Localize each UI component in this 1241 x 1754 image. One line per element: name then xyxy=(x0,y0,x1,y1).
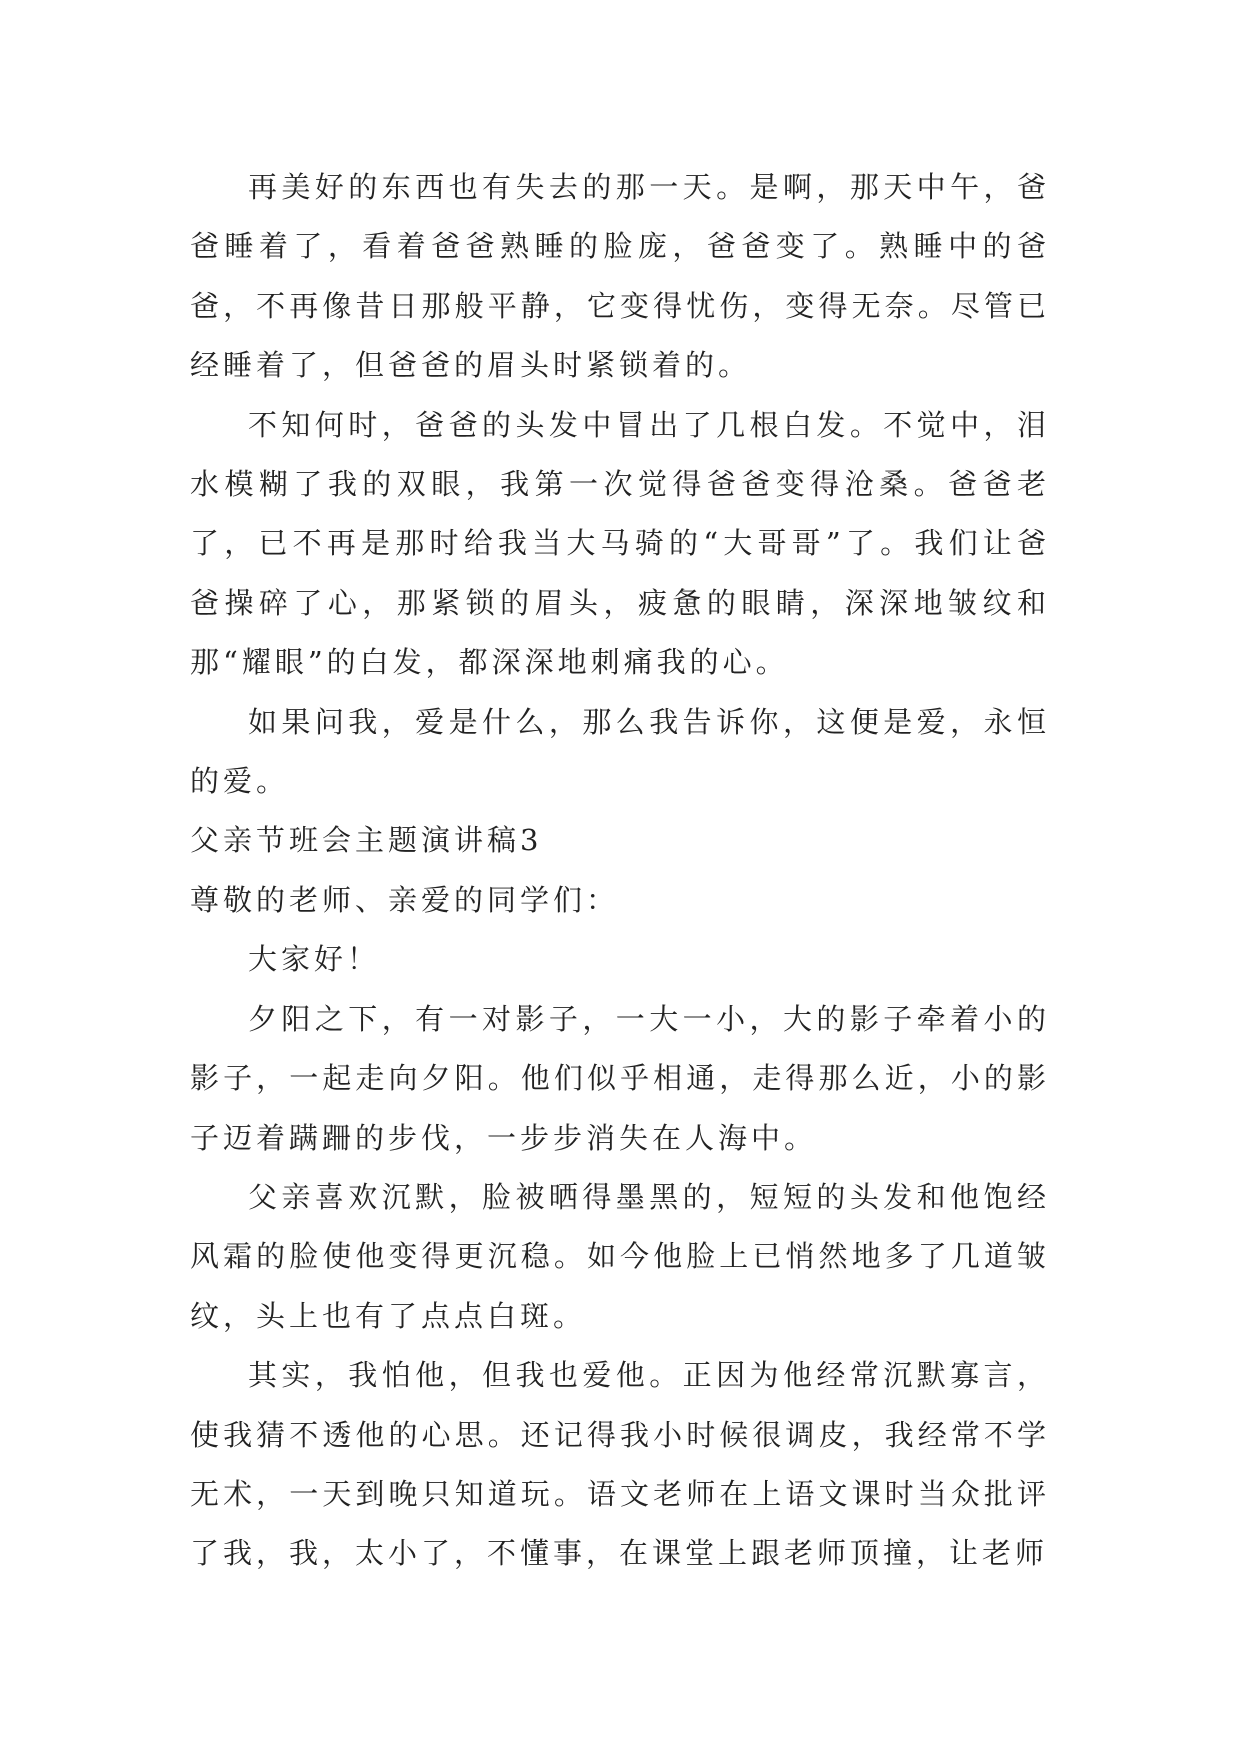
paragraph: 夕阳之下，有一对影子，一大一小，大的影子牵着小的影子，一起走向夕阳。他们似乎相通，走得那么近，小的影子迈着蹒跚的步伐，一步步消失在人海中。 xyxy=(190,1001,1050,1155)
paragraph: 如果问我，爱是什么，那么我告诉你，这便是爱，永恒的爱。 xyxy=(190,704,1050,799)
salutation: 尊敬的老师、亲爱的同学们： xyxy=(190,882,620,917)
paragraph: 其实，我怕他，但我也爱他。正因为他经常沉默寡言，使我猜不透他的心思。还记得我小时候很调皮，我经常不学无术，一天到晚只知道玩。语文老师在上语文课时当众批评了我，我，太小了，不懂事，在课堂上跟老师顶撞，让老师 xyxy=(190,1358,1050,1571)
paragraph: 父亲喜欢沉默，脸被晒得墨黑的，短短的头发和他饱经风霜的脸使他变得更沉稳。如今他脸上已悄然地多了几道皱纹，头上也有了点点白斑。 xyxy=(190,1179,1050,1333)
greeting: 大家好！ xyxy=(248,942,381,977)
paragraph: 不知何时，爸爸的头发中冒出了几根白发。不觉中，泪水模糊了我的双眼，我第一次觉得爸爸变得沧桑。爸爸老了，已不再是那时给我当大马骑的“大哥哥”了。我们让爸爸操碎了心，那紧锁的眉头，疲惫的眼睛，深深地皱纹和那“耀眼”的白发，都深深地刺痛我的心。 xyxy=(190,407,1050,680)
section-title: 父亲节班会主题演讲稿3 xyxy=(190,823,543,858)
document-body xyxy=(190,158,1050,1584)
paragraph: 再美好的东西也有失去的那一天。是啊，那天中午，爸爸睡着了，看着爸爸熟睡的脸庞，爸爸变了。熟睡中的爸爸，不再像昔日那般平静，它变得忧伤，变得无奈。尽管已经睡着了，但爸爸的眉头时紧锁着的。 xyxy=(190,170,1050,383)
